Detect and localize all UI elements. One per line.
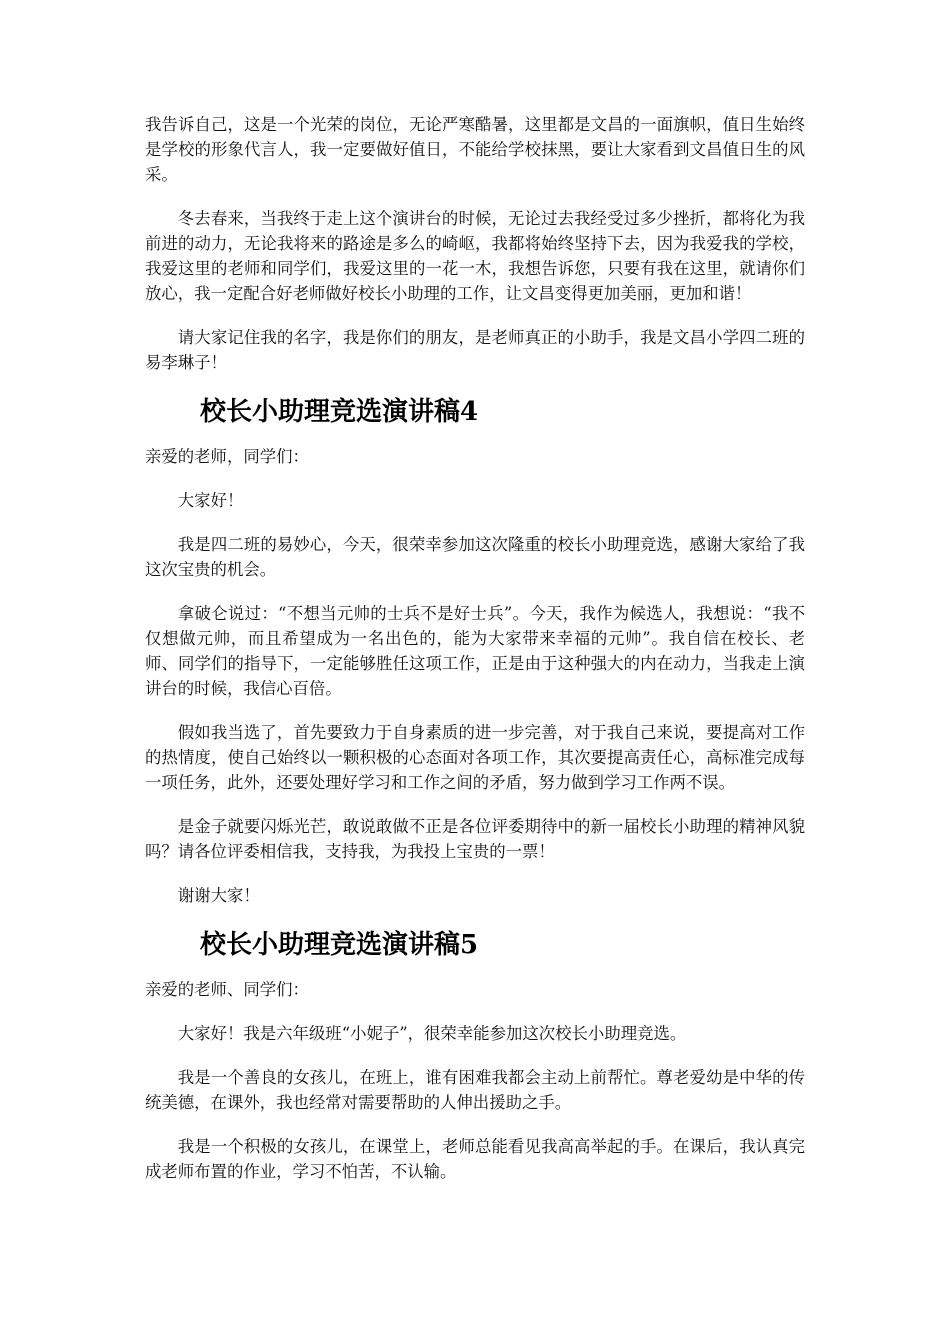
paragraph: 我是一个积极的女孩儿，在课堂上，老师总能看见我高高举起的手。在课后，我认真完成老师布置的作业，学习不怕苦，不认输。 (145, 1137, 805, 1181)
paragraph: 拿破仑说过：“不想当元帅的士兵不是好士兵”。今天，我作为候选人，我想说：“我不仅想做元帅，而且希望成为一名出色的，能为大家带来幸福的元帅”。我自信在校长、老师、同学们的指导下，一定能够胜任这项工作，正是由于这种强大的内在动力，当我走上演讲台的时候，我信心百倍。 (145, 604, 805, 698)
paragraph: 请大家记住我的名字，我是你们的朋友，是老师真正的小助手，我是文昌小学四二班的易李琳子！ (145, 328, 805, 372)
paragraph: 我是一个善良的女孩儿，在班上，谁有困难我都会主动上前帮忙。尊老爱幼是中华的传统美德，在课外，我也经常对需要帮助的人伸出援助之手。 (145, 1068, 805, 1112)
section-heading: 校长小助理竞选演讲稿4 (200, 397, 479, 427)
paragraph: 大家好！我是六年级班“小妮子”，很荣幸能参加这次校长小助理竞选。 (177, 1024, 687, 1043)
document-body (145, 112, 805, 1203)
salutation: 亲爱的老师、同学们： (145, 980, 309, 999)
paragraph: 谢谢大家！ (177, 886, 260, 905)
paragraph: 是金子就要闪烁光芒，敢说敢做不正是各位评委期待中的新一届校长小助理的精神风貌吗？请各位评委相信我，支持我，为我投上宝贵的一票！ (145, 817, 805, 861)
section-heading: 校长小助理竞选演讲稿5 (200, 930, 479, 960)
paragraph: 我是四二班的易妙心，今天，很荣幸参加这次隆重的校长小助理竞选，感谢大家给了我这次宝贵的机会。 (145, 535, 805, 579)
paragraph: 大家好！ (177, 491, 244, 510)
salutation: 亲爱的老师，同学们： (145, 447, 309, 466)
paragraph: 我告诉自己，这是一个光荣的岗位，无论严寒酷暑，这里都是文昌的一面旗帜，值日生始终是学校的形象代言人，我一定要做好值日，不能给学校抹黑，要让大家看到文昌值日生的风采。 (145, 115, 805, 184)
paragraph: 冬去春来，当我终于走上这个演讲台的时候，无论过去我经受过多少挫折，都将化为我前进的动力，无论我将来的路途是多么的崎岖，我都将始终坚持下去，因为我爱我的学校，我爱这里的老师和同学们，我爱这里的一花一木，我想告诉您，只要有我在这里，就请你们放心，我一定配合好老师做好校长小助理的工作，让文昌变得更加美丽，更加和谐！ (145, 209, 805, 303)
paragraph: 假如我当选了，首先要致力于自身素质的进一步完善，对于我自己来说，要提高对工作的热情度，使自己始终以一颗积极的心态面对各项工作，其次要提高责任心，高标准完成每一项任务，此外，还要处理好学习和工作之间的矛盾，努力做到学习工作两不误。 (145, 723, 805, 792)
